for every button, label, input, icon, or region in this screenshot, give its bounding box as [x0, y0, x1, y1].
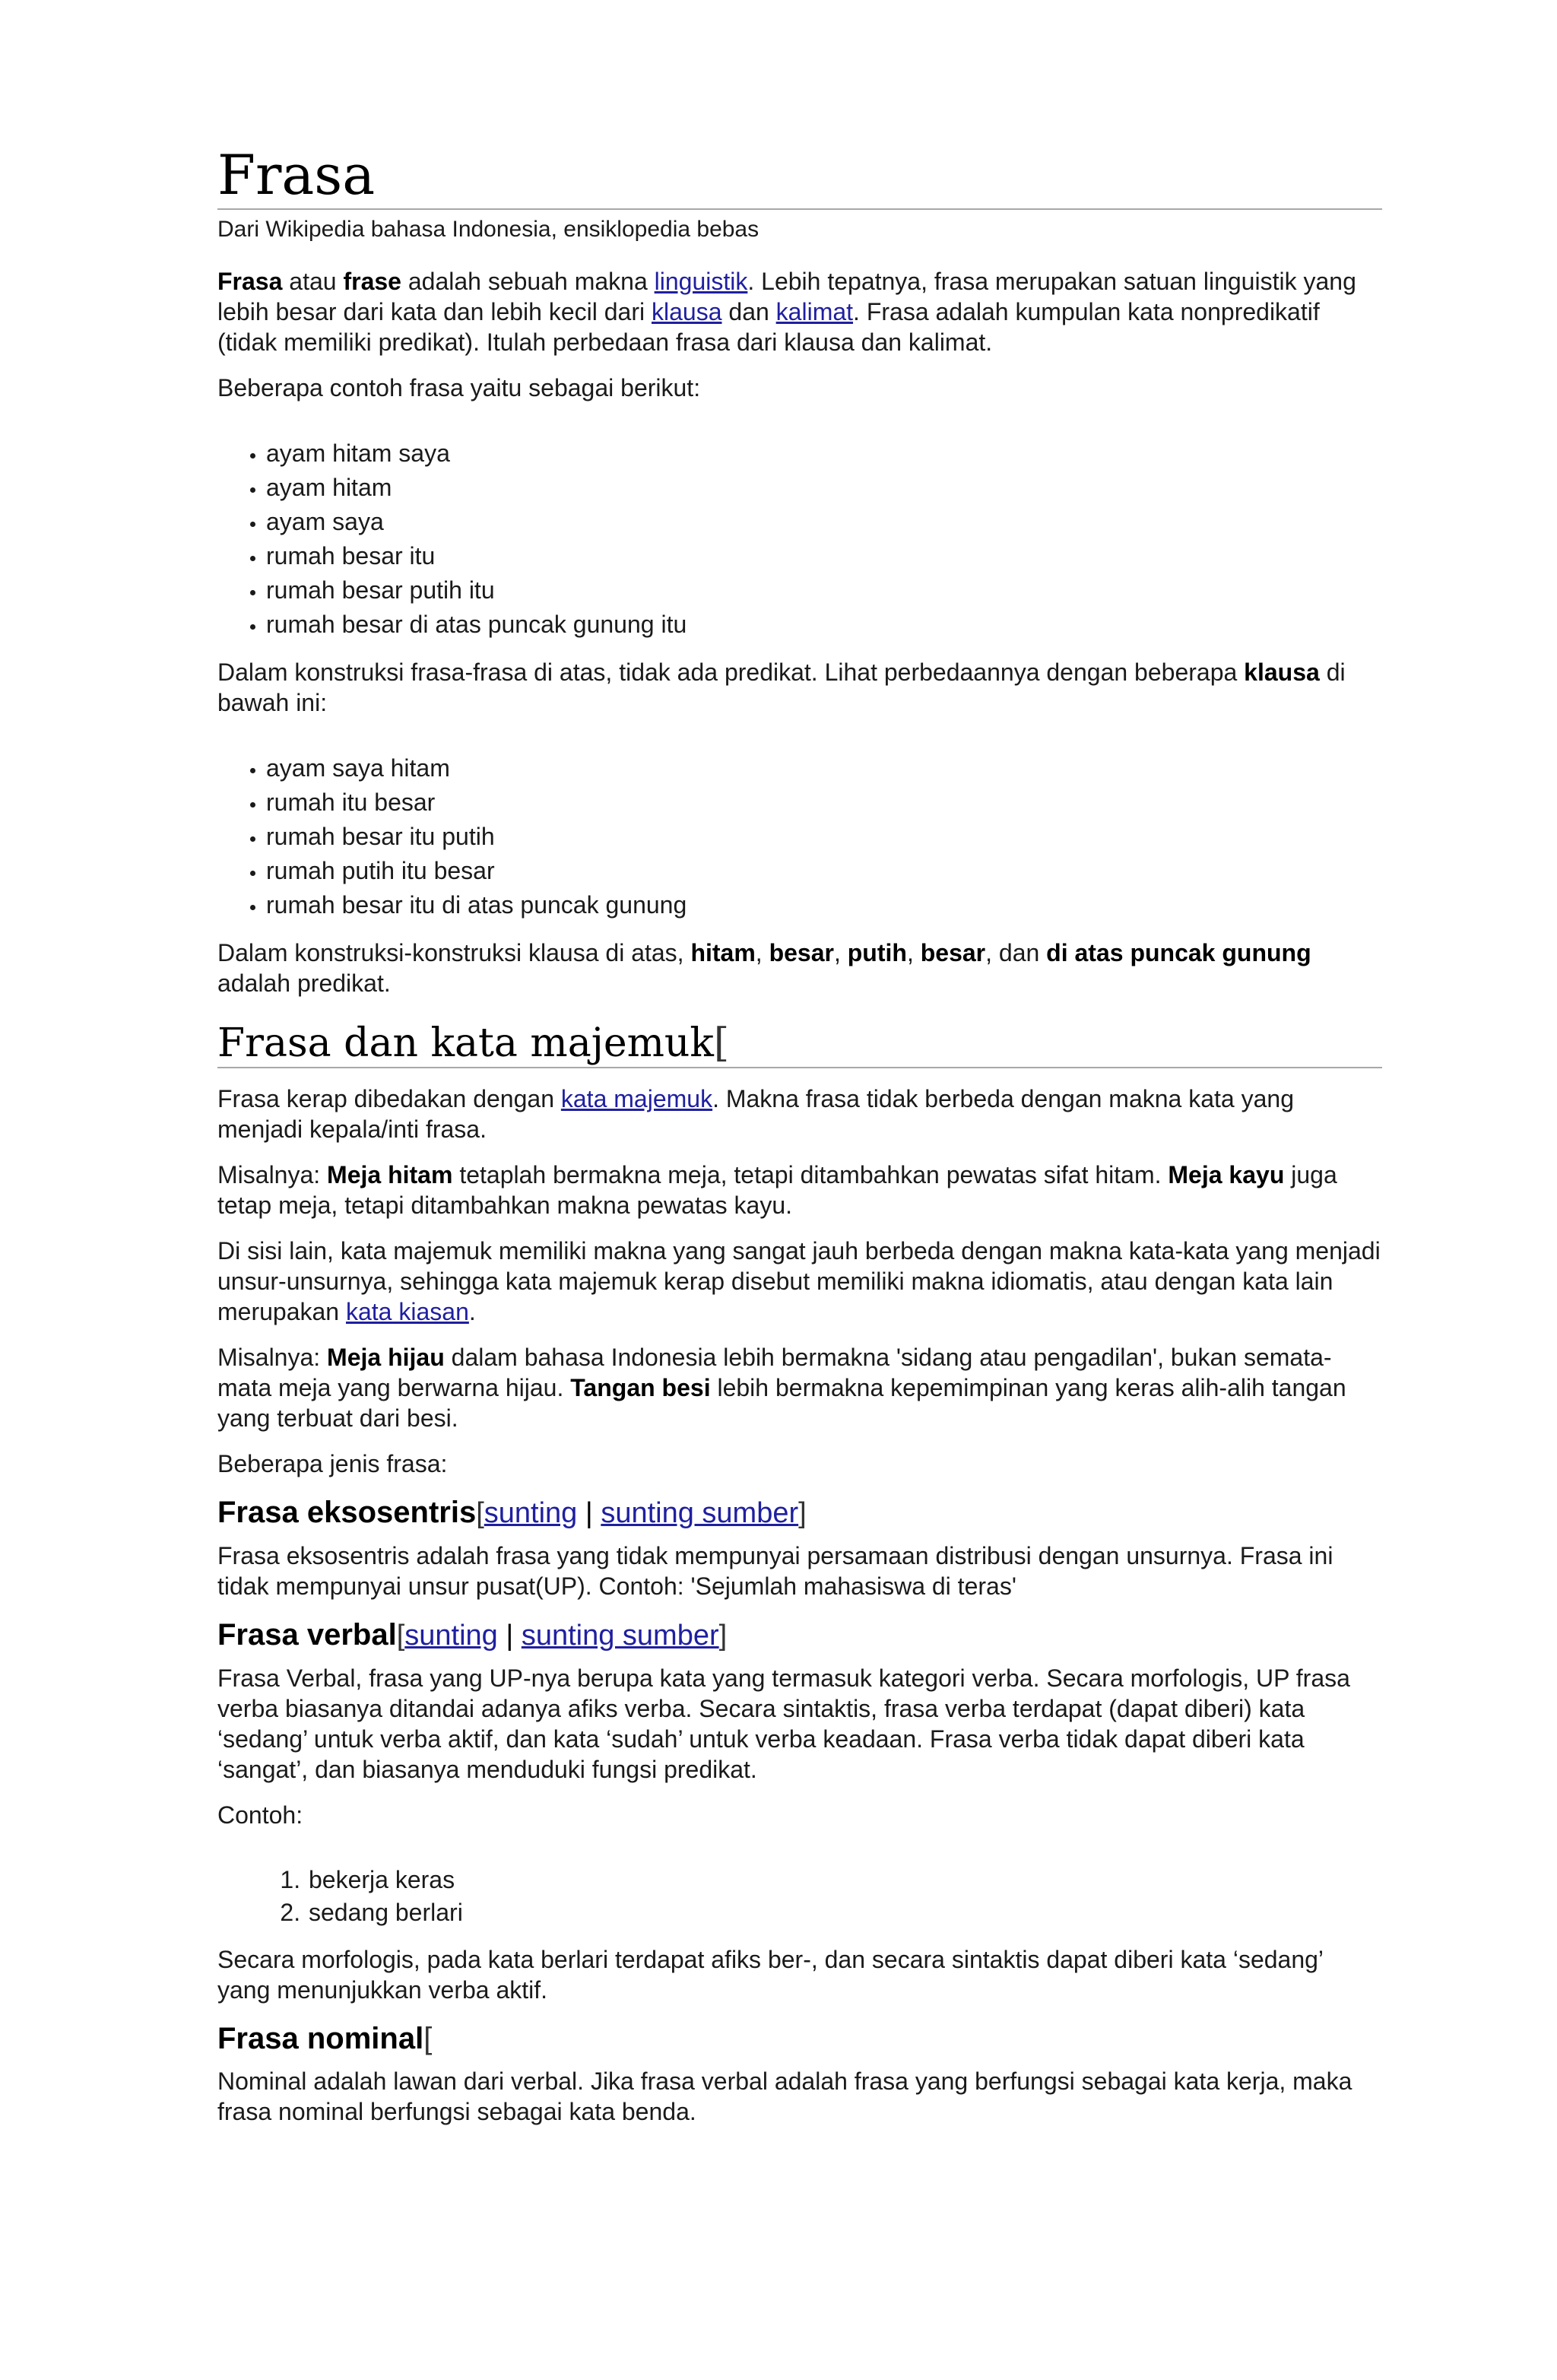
list-item: 1. bekerja keras	[307, 1864, 1382, 1896]
link-linguistik[interactable]: linguistik	[654, 268, 748, 295]
intro-paragraph: Frasa atau frase adalah sebuah makna linguistik. Lebih tepatnya, frasa merupakan satuan linguistik yang lebih besar dari kata dan lebih kecil dari klausa dan kalimat. Frasa adalah kumpulan kata nonpredikatif (tidak memiliki predikat). Itulah perbedaan frasa dari klausa dan kalimat.	[217, 268, 1356, 356]
majemuk-paragraph-2: Misalnya: Meja hitam tetaplah bermakna meja, tetapi ditambahkan pewatas sifat hitam. Meja kayu juga tetap meja, tetapi ditambahkan makna pewatas kayu.	[217, 1161, 1337, 1219]
link-kata-kiasan[interactable]: kata kiasan	[345, 1298, 469, 1325]
eksosentris-body: Frasa eksosentris adalah frasa yang tidak mempunyai persamaan distribusi dengan unsurnya. Frasa ini tidak mempunyai unsur pusat(UP). Contoh: 'Sejumlah mahasiswa di teras'	[217, 1542, 1333, 1600]
list-item: • ayam hitam saya	[266, 436, 1382, 471]
edit-source-link-eksosentris[interactable]: sunting sumber	[601, 1497, 799, 1529]
list-item: • ayam saya hitam	[266, 751, 1382, 785]
section-heading-majemuk: Frasa dan kata majemuk[	[217, 1020, 1382, 1068]
term-klausa: klausa	[1244, 658, 1320, 686]
term-frasa: Frasa	[217, 268, 283, 295]
list-item: • rumah besar di atas puncak gunung itu	[266, 608, 1382, 642]
list-item: • rumah itu besar	[266, 785, 1382, 820]
section-heading-verbal: Frasa verbal[sunting | sunting sumber]	[217, 1618, 728, 1652]
list-item: • rumah besar itu putih	[266, 820, 1382, 854]
section-heading-nominal: Frasa nominal[	[217, 2022, 433, 2055]
list-item: • ayam saya	[266, 505, 1382, 539]
majemuk-paragraph-3: Di sisi lain, kata majemuk memiliki makna yang sangat jauh berbeda dengan makna kata-kata yang menjadi unsur-unsurnya, sehingga kata majemuk kerap disebut memiliki makna idiomatis, atau dengan kata lain merupakan kata kiasan.	[217, 1237, 1381, 1325]
predicate-note: Dalam konstruksi-konstruksi klausa di atas, hitam, besar, putih, besar, dan di atas puncak gunung adalah predikat.	[217, 939, 1311, 997]
examples-intro: Beberapa contoh frasa yaitu sebagai berikut:	[217, 374, 701, 401]
list-item: 2. sedang berlari	[307, 1896, 1382, 1929]
majemuk-paragraph-1: Frasa kerap dibedakan dengan kata majemuk. Makna frasa tidak berbeda dengan makna kata yang menjadi kepala/inti frasa.	[217, 1085, 1294, 1143]
page-title: Frasa	[217, 143, 1382, 210]
list-item: • rumah besar putih itu	[266, 573, 1382, 608]
list-item: • ayam hitam	[266, 471, 1382, 505]
link-kalimat[interactable]: kalimat	[775, 298, 854, 325]
list-item: • rumah putih itu besar	[266, 854, 1382, 888]
majemuk-paragraph-4: Misalnya: Meja hijau dalam bahasa Indonesia lebih bermakna 'sidang atau pengadilan', bukan semata-mata meja yang berwarna hijau. Tangan besi lebih bermakna kepemimpinan yang keras alih-alih tangan yang terbuat dari besi.	[217, 1344, 1346, 1432]
majemuk-paragraph-5: Beberapa jenis frasa:	[217, 1450, 448, 1477]
list-item: • rumah besar itu di atas puncak gunung	[266, 888, 1382, 922]
clause-intro: Dalam konstruksi frasa-frasa di atas, tidak ada predikat. Lihat perbedaannya dengan beberapa klausa di bawah ini:	[217, 658, 1346, 716]
article	[217, 143, 1382, 2142]
section-heading-eksosentris: Frasa eksosentris[sunting | sunting sumber]	[217, 1496, 807, 1529]
edit-link-eksosentris[interactable]: sunting	[484, 1497, 578, 1529]
phrase-example-list	[217, 436, 1382, 642]
edit-link-verbal[interactable]: sunting	[404, 1620, 498, 1652]
verbal-body: Frasa Verbal, frasa yang UP-nya berupa kata yang termasuk kategori verba. Secara morfologis, UP frasa verba biasanya ditandai adanya afiks verba. Secara sintaktis, frasa verba terdapat (dapat diberi) kata ‘sedang’ untuk verba aktif, dan kata ‘sudah’ untuk verba keadaan. Frasa verba tidak dapat diberi kata ‘sangat’, dan biasanya menduduki fungsi predikat.	[217, 1664, 1350, 1783]
clause-example-list	[217, 751, 1382, 922]
edit-source-link-verbal[interactable]: sunting sumber	[521, 1620, 719, 1652]
term-frase: frase	[343, 268, 401, 295]
verbal-example-list	[217, 1864, 1382, 1929]
nominal-body: Nominal adalah lawan dari verbal. Jika frasa verbal adalah frasa yang berfungsi sebagai kata kerja, maka frasa nominal berfungsi sebagai kata benda.	[217, 2067, 1352, 2125]
link-klausa[interactable]: klausa	[652, 298, 722, 325]
verbal-note: Secara morfologis, pada kata berlari terdapat afiks ber-, dan secara sintaktis dapat diberi kata ‘sedang’ yang menunjukkan verba aktif.	[217, 1946, 1323, 2004]
list-item: • rumah besar itu	[266, 539, 1382, 573]
site-tagline: Dari Wikipedia bahasa Indonesia, ensiklopedia bebas	[217, 217, 759, 242]
verbal-example-label: Contoh:	[217, 1801, 303, 1829]
link-kata-majemuk[interactable]: kata majemuk	[560, 1085, 713, 1112]
